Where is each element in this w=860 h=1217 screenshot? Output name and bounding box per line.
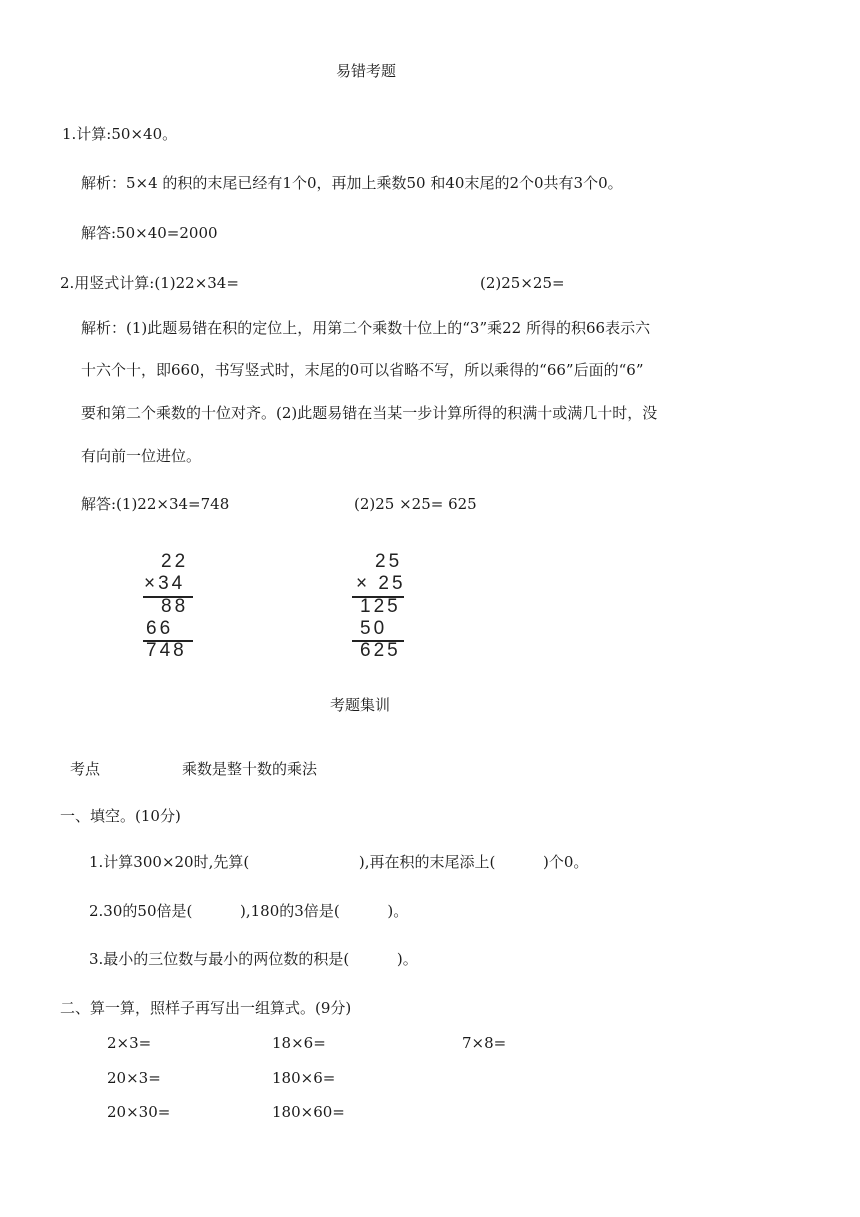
q2-analysis-line-3: 要和第二个乘数的十位对齐。(2)此题易错在当某一步计算所得的积满十或满几十时，没 (81, 404, 658, 422)
vc2-partial-1: 125 (360, 596, 401, 617)
part1-item-1: 1.计算300×20时,先算( ),再在积的末尾添上( )个0。 (89, 853, 589, 871)
part2-col2-row2: 180×6= (272, 1069, 336, 1087)
part1-item-2: 2.30的50倍是( ),180的3倍是( )。 (89, 902, 409, 920)
part2-col3-row1: 7×8= (462, 1034, 507, 1052)
topic-name: 乘数是整十数的乘法 (182, 760, 318, 778)
vc1-multiplicand: 22 (161, 551, 189, 572)
topic-label: 考点 (70, 760, 101, 778)
vc2-multiplier: × 25 (356, 573, 406, 594)
q2-answer-b: (2)25 ×25= 625 (354, 495, 477, 513)
vc1-partial-2: 66 (146, 618, 174, 639)
q1-answer: 解答:50×40=2000 (81, 224, 218, 242)
part2-col1-row3: 20×30= (107, 1103, 171, 1121)
vc2-partial-2: 50 (360, 618, 388, 639)
q1-analysis: 解析：5×4 的积的末尾已经有1个0，再加上乘数50 和40末尾的2个0共有3个0。 (81, 174, 623, 192)
part2-col2-row3: 180×60= (272, 1103, 345, 1121)
vc1-product: 748 (146, 640, 187, 661)
q2-answer-a: 解答:(1)22×34=748 (81, 495, 230, 513)
section-title-practice: 考题集训 (330, 696, 391, 714)
part2-col1-row1: 2×3= (107, 1034, 152, 1052)
part2-col2-row1: 18×6= (272, 1034, 326, 1052)
vc1-multiplier: ×34 (144, 573, 186, 594)
q2-analysis-line-4: 有向前一位进位。 (81, 447, 202, 465)
vc2-multiplicand: 25 (375, 551, 403, 572)
q1-question: 1.计算:50×40。 (62, 125, 178, 143)
q2-question-a: 2.用竖式计算:(1)22×34= (60, 274, 239, 292)
section-title-errors: 易错考题 (336, 62, 397, 80)
part2-heading: 二、算一算，照样子再写出一组算式。(9分) (60, 999, 352, 1017)
q2-question-b: (2)25×25= (480, 274, 565, 292)
part2-col1-row2: 20×3= (107, 1069, 161, 1087)
vc1-partial-1: 88 (161, 596, 189, 617)
part1-item-3: 3.最小的三位数与最小的两位数的积是( )。 (89, 950, 418, 968)
vc2-product: 625 (360, 640, 401, 661)
q2-analysis-line-2: 十六个十，即660，书写竖式时，末尾的0可以省略不写，所以乘得的“66”后面的“6” (81, 361, 644, 379)
part1-heading: 一、填空。(10分) (60, 807, 181, 825)
q2-analysis-line-1: 解析：(1)此题易错在积的定位上，用第二个乘数十位上的“3”乘22 所得的积66表示六 (81, 319, 651, 337)
